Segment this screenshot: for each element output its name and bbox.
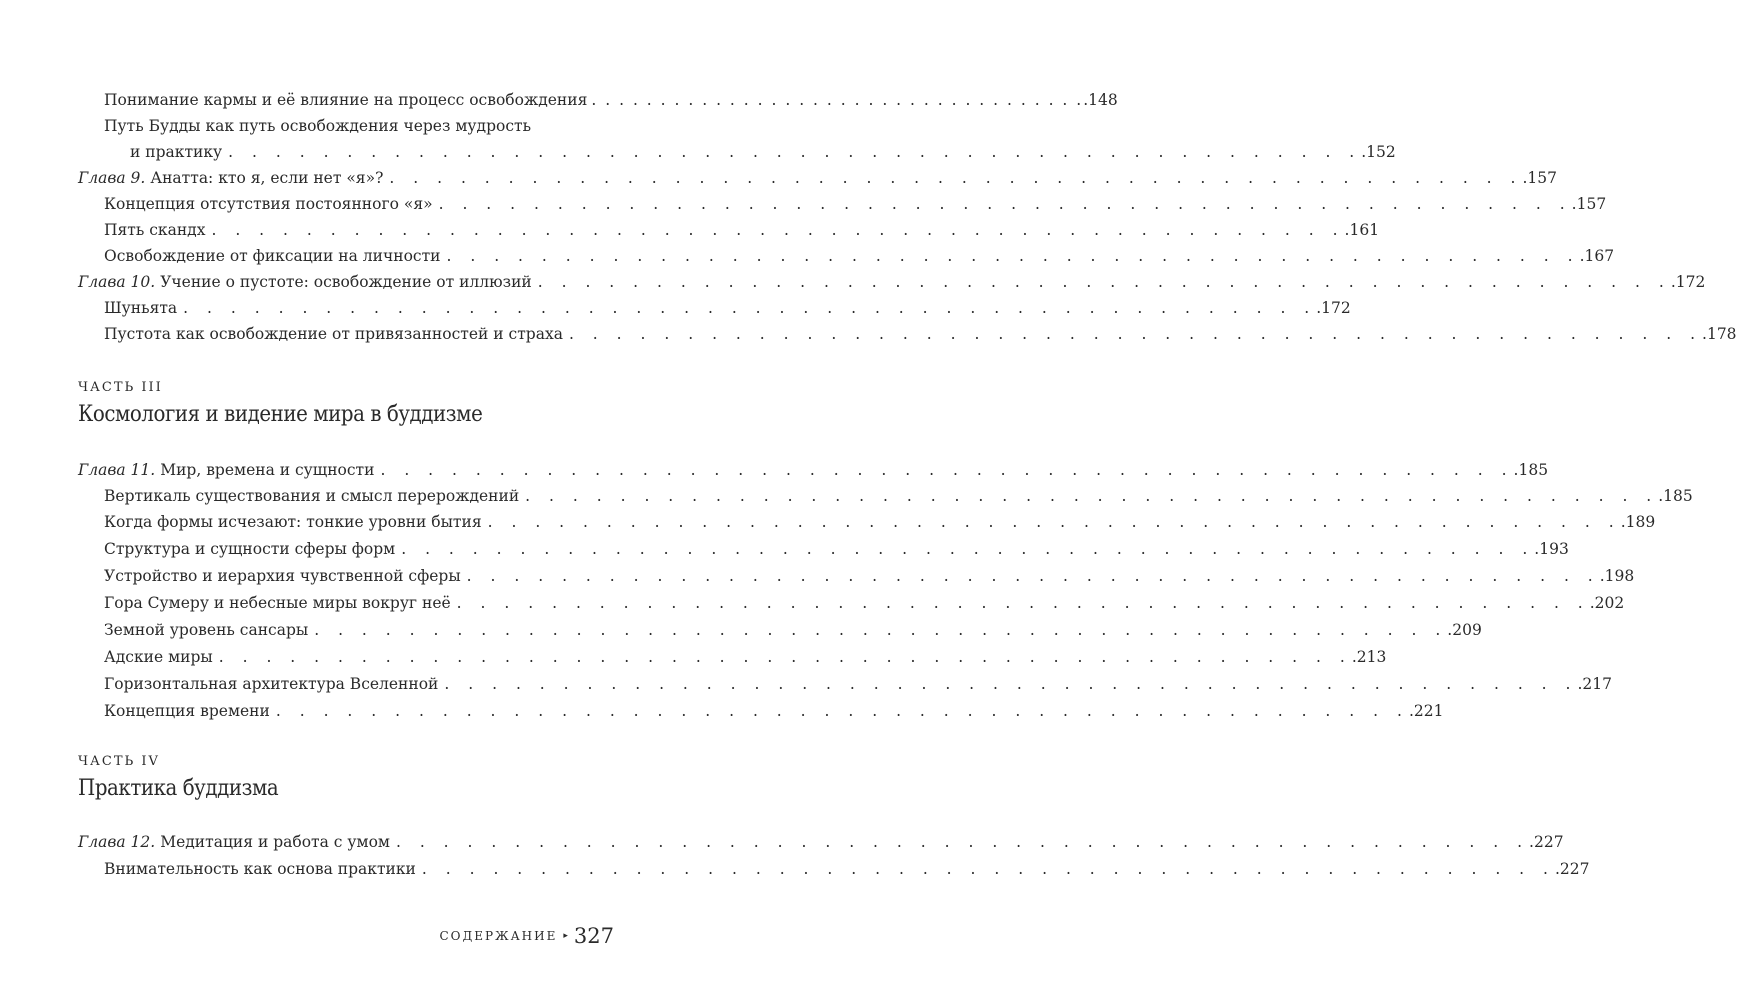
leader-dots: . . . . . . . . . . . . . . . . . . . . . . . . . . . . . . . . . . . . . . . . . . . . . . . . — [466, 567, 1600, 585]
toc-entry — [104, 114, 534, 138]
footer-section-label: СОДЕРЖАНИЕ — [439, 929, 558, 943]
leader-dots: . . . . . . . . . . . . . . . . . . . . . . . . . . . . . . . . . . . . . . . . . . . . . . . . — [438, 195, 1572, 213]
toc-entry — [104, 645, 1387, 669]
entry-title: Вертикаль существования и смысл перерождений — [104, 487, 520, 505]
toc-entry — [104, 564, 1635, 588]
leader-dots: . . . . . . . . . . . . . . . . . . . . . . . . . . . . . . . . . . . . . . . . . . . . . . . . — [275, 702, 1409, 720]
entry-page: .148 — [1083, 91, 1118, 109]
entry-page: .198 — [1599, 567, 1635, 585]
entry-title: Концепция отсутствия постоянного «я» — [104, 195, 433, 213]
entry-page: .221 — [1408, 702, 1444, 720]
leader-dots: . . . . . . . . . . . . . . . . . . . . . . . . . . . . . . . . . . . . . . . . . . . . . . . . — [421, 860, 1555, 878]
leader-dots: . . . . . . . . . . . . . . . . . . . . . . . . . . . . . . . . . . . . . . . . . . . . . . . . — [218, 648, 1352, 666]
leader-dots: . . . . . . . . . . . . . . . . . . . . . . . . . . . . . . . . . . . . . . . . . . . . . . . . — [183, 299, 1317, 317]
toc-entry — [104, 591, 1625, 615]
leader-dots: . . . . . . . . . . . . . . . . . . . . . . . . . . . . . . . . . . . . . . . . . . . . . . . . — [314, 621, 1448, 639]
leader-dots: . . . . . . . . . . . . . . . . . . . . . . . . . . . . . . . . . . . . . . . . . . . . . . . . — [487, 513, 1621, 531]
entry-title: Когда формы исчезают: тонкие уровни бытия — [104, 513, 482, 531]
entry-page: .152 — [1361, 143, 1396, 161]
entry-title: Горизонтальная архитектура Вселенной — [104, 675, 439, 693]
leader-dots: . . . . . . . . . . . . . . . . . . . . . . . . . . . . . . . . . . . . — [591, 91, 1084, 109]
toc-entry — [104, 672, 1612, 696]
entry-page: .227 — [1529, 833, 1564, 851]
entry-title: Освобождение от фиксации на личности — [104, 247, 441, 265]
page-number: 327 — [573, 924, 614, 948]
part-title: Космология и видение мира в буддизме — [78, 402, 483, 427]
leader-dots: . . . . . . . . . . . . . . . . . . . . . . . . . . . . . . . . . . . . . . . . . . . . . . . . — [525, 487, 1659, 505]
toc-entry — [104, 218, 1380, 242]
entry-page: .167 — [1579, 247, 1615, 265]
chapter-number: Глава 10. — [78, 273, 156, 291]
entry-title: Внимательность как основа практики — [104, 860, 416, 878]
entry-page: .213 — [1351, 648, 1387, 666]
toc-entry — [104, 484, 1693, 508]
toc-entry — [104, 244, 1615, 268]
toc-chapter-entry — [78, 166, 1557, 190]
leader-dots: . . . . . . . . . . . . . . . . . . . . . . . . . . . . . . . . . . . . . . . . . . . . . . . . — [444, 675, 1578, 693]
entry-title: Устройство и иерархия чувственной сферы — [104, 567, 461, 585]
entry-page: .217 — [1577, 675, 1612, 693]
toc-entry — [104, 857, 1590, 881]
entry-page: .202 — [1589, 594, 1625, 612]
entry-page: .157 — [1571, 195, 1607, 213]
entry-page: .185 — [1658, 487, 1693, 505]
entry-page: .157 — [1522, 169, 1557, 187]
chapter-number: Глава 11. — [78, 461, 156, 479]
entry-title: Шуньята — [104, 299, 178, 317]
leader-dots: . . . . . . . . . . . . . . . . . . . . . . . . . . . . . . . . . . . . . . . . . . . . . . . . — [389, 169, 1523, 187]
entry-title: Структура и сущности сферы форм — [104, 540, 396, 558]
toc-entry — [104, 699, 1444, 723]
entry-page: .178 — [1702, 325, 1737, 343]
entry-title: Анатта: кто я, если нет «я»? — [150, 169, 384, 187]
entry-title: и практику — [130, 143, 223, 161]
entry-page: .193 — [1534, 540, 1569, 558]
entry-page: .189 — [1620, 513, 1656, 531]
entry-title: Адские миры — [104, 648, 213, 666]
leader-dots: . . . . . . . . . . . . . . . . . . . . . . . . . . . . . . . . . . . . . . . . . . . . . . . . — [456, 594, 1590, 612]
entry-page: .185 — [1513, 461, 1549, 479]
entry-title: Учение о пустоте: освобождение от иллюзий — [160, 273, 532, 291]
toc-chapter-entry — [78, 270, 1706, 294]
leader-dots: . . . . . . . . . . . . . . . . . . . . . . . . . . . . . . . . . . . . . . . . . . . . . . . . — [380, 461, 1514, 479]
running-footer — [440, 924, 615, 948]
toc-entry — [104, 88, 1118, 112]
entry-title: Путь Будды как путь освобождения через мудрость — [104, 117, 532, 135]
entry-title: Медитация и работа с умом — [160, 833, 390, 851]
part-label: ЧАСТЬ III — [78, 380, 163, 395]
toc-entry — [104, 618, 1482, 642]
leader-dots: . . . . . . . . . . . . . . . . . . . . . . . . . . . . . . . . . . . . . . . . . . . . . . . . — [211, 221, 1345, 239]
toc-entry — [130, 140, 1396, 164]
toc-chapter-entry — [78, 830, 1564, 854]
chapter-number: Глава 9. — [78, 169, 146, 187]
toc-entry — [104, 322, 1737, 346]
entry-title: Гора Сумеру и небесные миры вокруг неё — [104, 594, 451, 612]
entry-title: Концепция времени — [104, 702, 270, 720]
leader-dots: . . . . . . . . . . . . . . . . . . . . . . . . . . . . . . . . . . . . . . . . . . . . . . . . — [446, 247, 1580, 265]
entry-page: .161 — [1344, 221, 1380, 239]
entry-title: Мир, времена и сущности — [160, 461, 375, 479]
entry-page: .209 — [1447, 621, 1482, 639]
entry-page: .227 — [1554, 860, 1590, 878]
part-title: Практика буддизма — [78, 776, 279, 801]
leader-dots: . . . . . . . . . . . . . . . . . . . . . . . . . . . . . . . . . . . . . . . . . . . . . . . . — [395, 833, 1530, 851]
leader-dots: . . . . . . . . . . . . . . . . . . . . . . . . . . . . . . . . . . . . . . . . . . . . . . . . — [401, 540, 1535, 558]
leader-dots: . . . . . . . . . . . . . . . . . . . . . . . . . . . . . . . . . . . . . . . . . . . . . . . . — [537, 273, 1671, 291]
entry-title: Земной уровень сансары — [104, 621, 309, 639]
toc-entry — [104, 510, 1656, 534]
entry-page: .172 — [1670, 273, 1706, 291]
toc-chapter-entry — [78, 458, 1549, 482]
toc-entry — [104, 296, 1351, 320]
entry-title: Пять скандх — [104, 221, 206, 239]
entry-page: .172 — [1316, 299, 1351, 317]
leader-dots: . . . . . . . . . . . . . . . . . . . . . . . . . . . . . . . . . . . . . . . . . . . . . . . . — [568, 325, 1703, 343]
entry-title: Понимание кармы и её влияние на процесс освобождения — [104, 91, 588, 109]
part-label: ЧАСТЬ IV — [78, 754, 160, 769]
leader-dots: . . . . . . . . . . . . . . . . . . . . . . . . . . . . . . . . . . . . . . . . . . . . . . . . — [228, 143, 1362, 161]
triangle-right-icon: ▸ — [563, 931, 568, 941]
toc-entry — [104, 192, 1607, 216]
toc-entry — [104, 537, 1569, 561]
chapter-number: Глава 12. — [78, 833, 156, 851]
entry-title: Пустота как освобождение от привязанностей и страха — [104, 325, 563, 343]
